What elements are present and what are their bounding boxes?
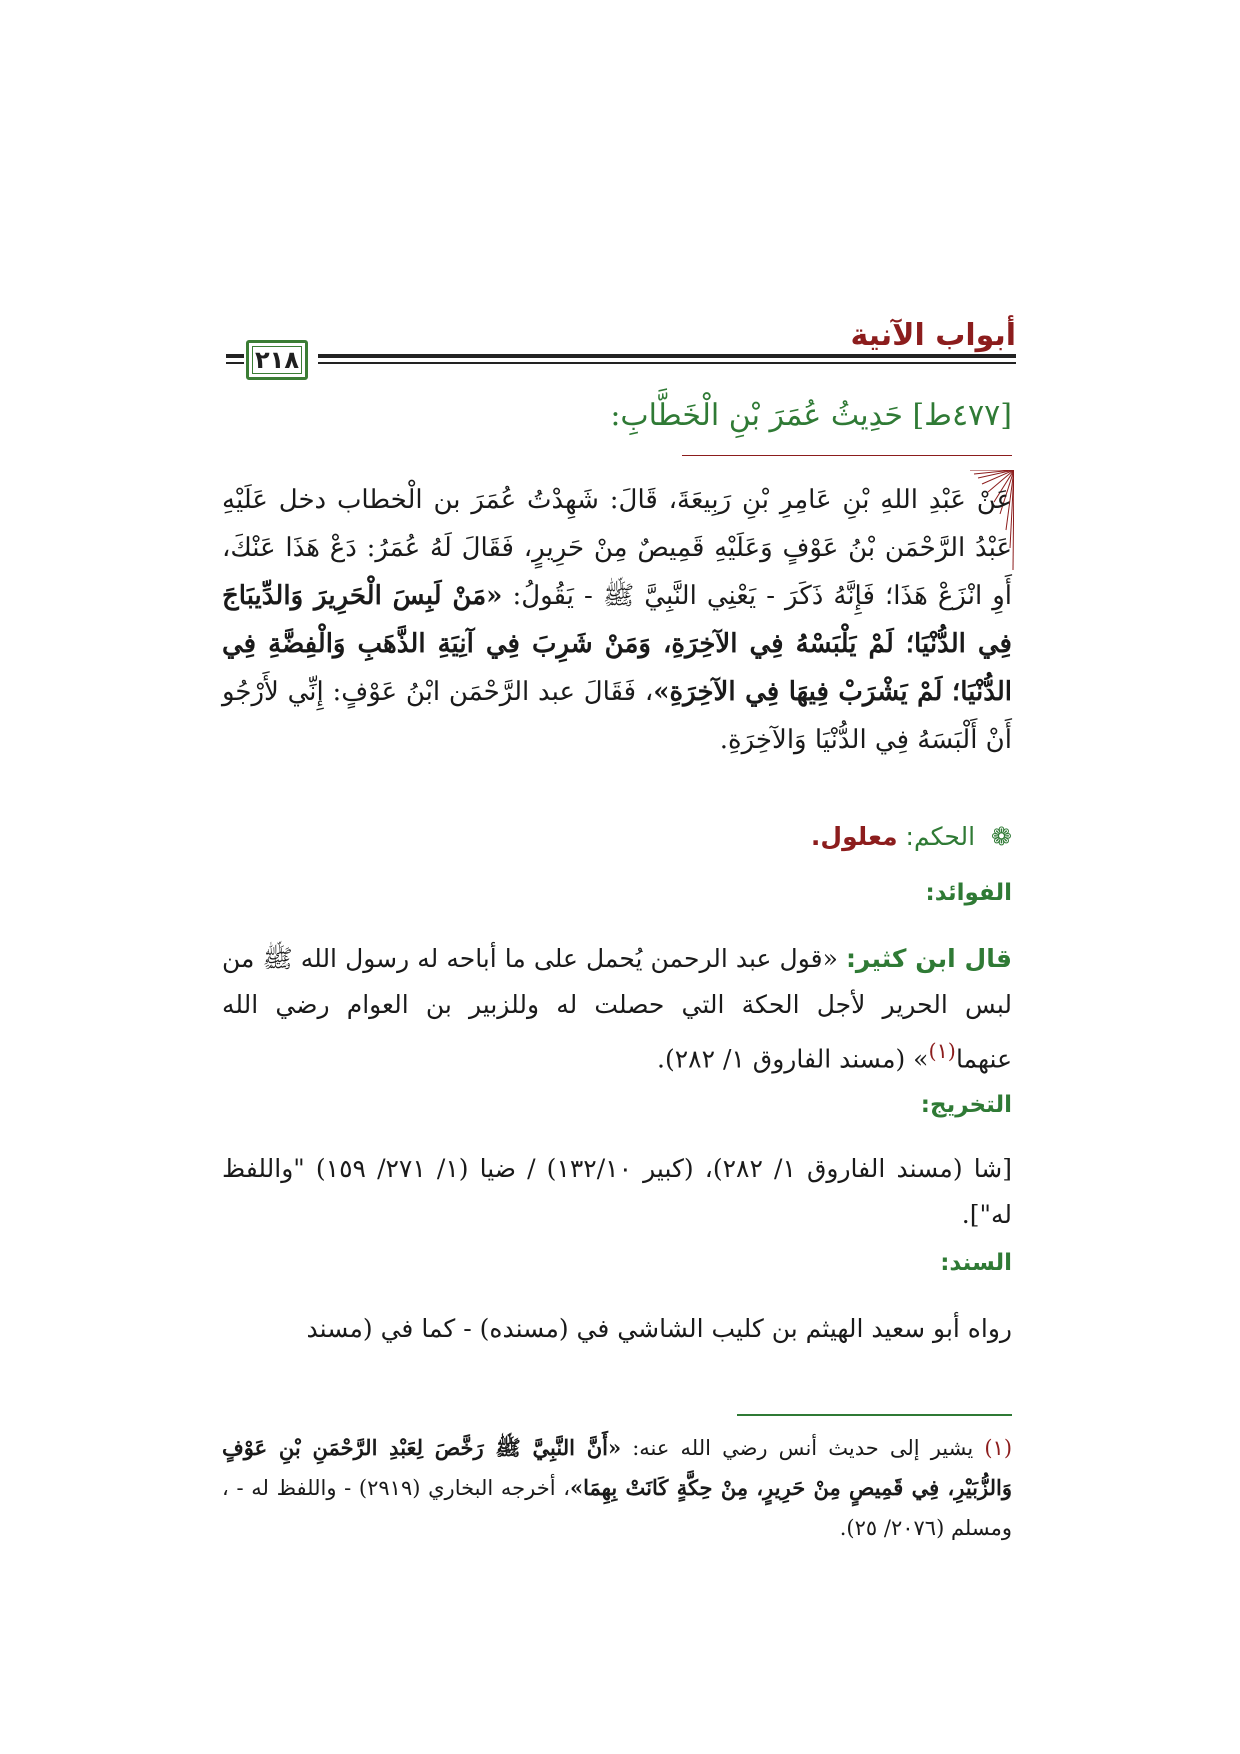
benefits-paragraph xyxy=(222,936,1012,1082)
chapter-title: أبواب الآنية xyxy=(850,318,1016,353)
hadith-text-part2: ، فَقَالَ عبد الرَّحْمَن ابْنُ عَوْفٍ: إِنِّي لأَرْجُو أَنْ أَلْبَسَهُ فِي الدُّنْيَا وَالآخِرَةِ. xyxy=(222,677,1012,755)
footnote xyxy=(222,1428,1012,1548)
heading-underline xyxy=(682,455,1012,456)
takhrij-text: [شا (مسند الفاروق ١/ ٢٨٢)، (كبير ١٣٢/١٠) / ضيا (١/ ٢٧١/ ١٥٩) "واللفظ له"]. xyxy=(222,1154,1013,1229)
header-rule-thick xyxy=(318,354,1016,358)
verdict xyxy=(811,822,1012,851)
sanad-text: رواه أبو سعيد الهيثم بن كليب الشاشي في (مسنده) - كما في (مسند xyxy=(306,1314,1012,1343)
verdict-label: الحكم: xyxy=(905,822,976,851)
footnote-rest: ، أخرجه البخاري (٢٩١٩) - واللفظ له - ، ومسلم (٢٠٧٦/ ٢٥). xyxy=(222,1476,1012,1540)
header-rule-thin xyxy=(318,362,1016,364)
hadith-text-bold: «مَنْ لَبِسَ الْحَرِيرَ وَالدِّيبَاجَ فِي الدُّنْيَا؛ لَمْ يَلْبَسْهُ فِي الآخِرَةِ، وَمَنْ شَرِبَ فِي آنِيَةِ الذَّهَبِ وَالْفِضَّةِ فِي الدُّنْيَا؛ لَمْ يَشْرَبْ فِيهَا فِي الآخِرَةِ» xyxy=(222,581,1012,707)
benefits-text: «قول عبد الرحمن يُحمل على ما أباحه له رسول الله ﷺ من لبس الحرير لأجل الحكة التي حصلت له وللزبير بن العوام رضي الله عنهما xyxy=(222,944,1012,1074)
takhrij-label: التخريج: xyxy=(920,1092,1012,1118)
footnote-hadith: «أَنَّ النَّبِيَّ ﷺ رَخَّصَ لِعَبْدِ الرَّحْمَنِ بْنِ عَوْفٍ وَالزُّبَيْرِ، فِي قَمِيصٍ مِنْ حَرِيرٍ، مِنْ حِكَّةٍ كَانَتْ بِهِمَا» xyxy=(222,1435,1012,1500)
footnote-mark: (١) xyxy=(984,1436,1013,1460)
benefits-label: الفوائد: xyxy=(925,880,1012,906)
header-rule-left-thick xyxy=(226,354,244,358)
hadith-heading: [٤٧٧ط] حَدِيثُ عُمَرَ بْنِ الْخَطَّابِ: xyxy=(610,398,1012,433)
flower-ornament-icon: ❁ xyxy=(991,822,1012,851)
footnote-intro: يشير إلى حديث أنس رضي الله عنه: xyxy=(621,1436,985,1460)
benefits-speaker: قال ابن كثير: xyxy=(845,944,1012,973)
page-number-badge xyxy=(246,340,308,380)
sanad-label: السند: xyxy=(940,1250,1012,1276)
hadith-text xyxy=(222,476,1012,764)
footnote-reference[interactable]: (١) xyxy=(928,1039,956,1063)
benefits-text-end: » (مسند الفاروق ١/ ٢٨٢). xyxy=(657,1044,929,1074)
hadith-text-part1: عَنْ عَبْدِ اللهِ بْنِ عَامِرِ بْنِ رَبِيعَةَ، قَالَ: شَهِدْتُ عُمَرَ بن الْخطاب دخل عَلَيْهِ عَبْدُ الرَّحْمَن بْنُ عَوْفٍ وَعَلَيْهِ قَمِيصٌ مِنْ حَرِيرٍ، فَقَالَ لَهُ عُمَرُ: دَعْ هَذَا عَنْكَ، أَوِ انْزَعْ هَذَا؛ فَإِنَّهُ ذَكَرَ - يَعْنِي النَّبِيَّ ﷺ - يَقُولُ: xyxy=(222,485,1013,611)
footnote-divider xyxy=(737,1414,1012,1416)
page-header xyxy=(226,318,1016,390)
header-rule-left-thin xyxy=(226,362,244,364)
verdict-value: معلول. xyxy=(810,822,898,851)
page-number: ٢١٨ xyxy=(255,346,299,374)
